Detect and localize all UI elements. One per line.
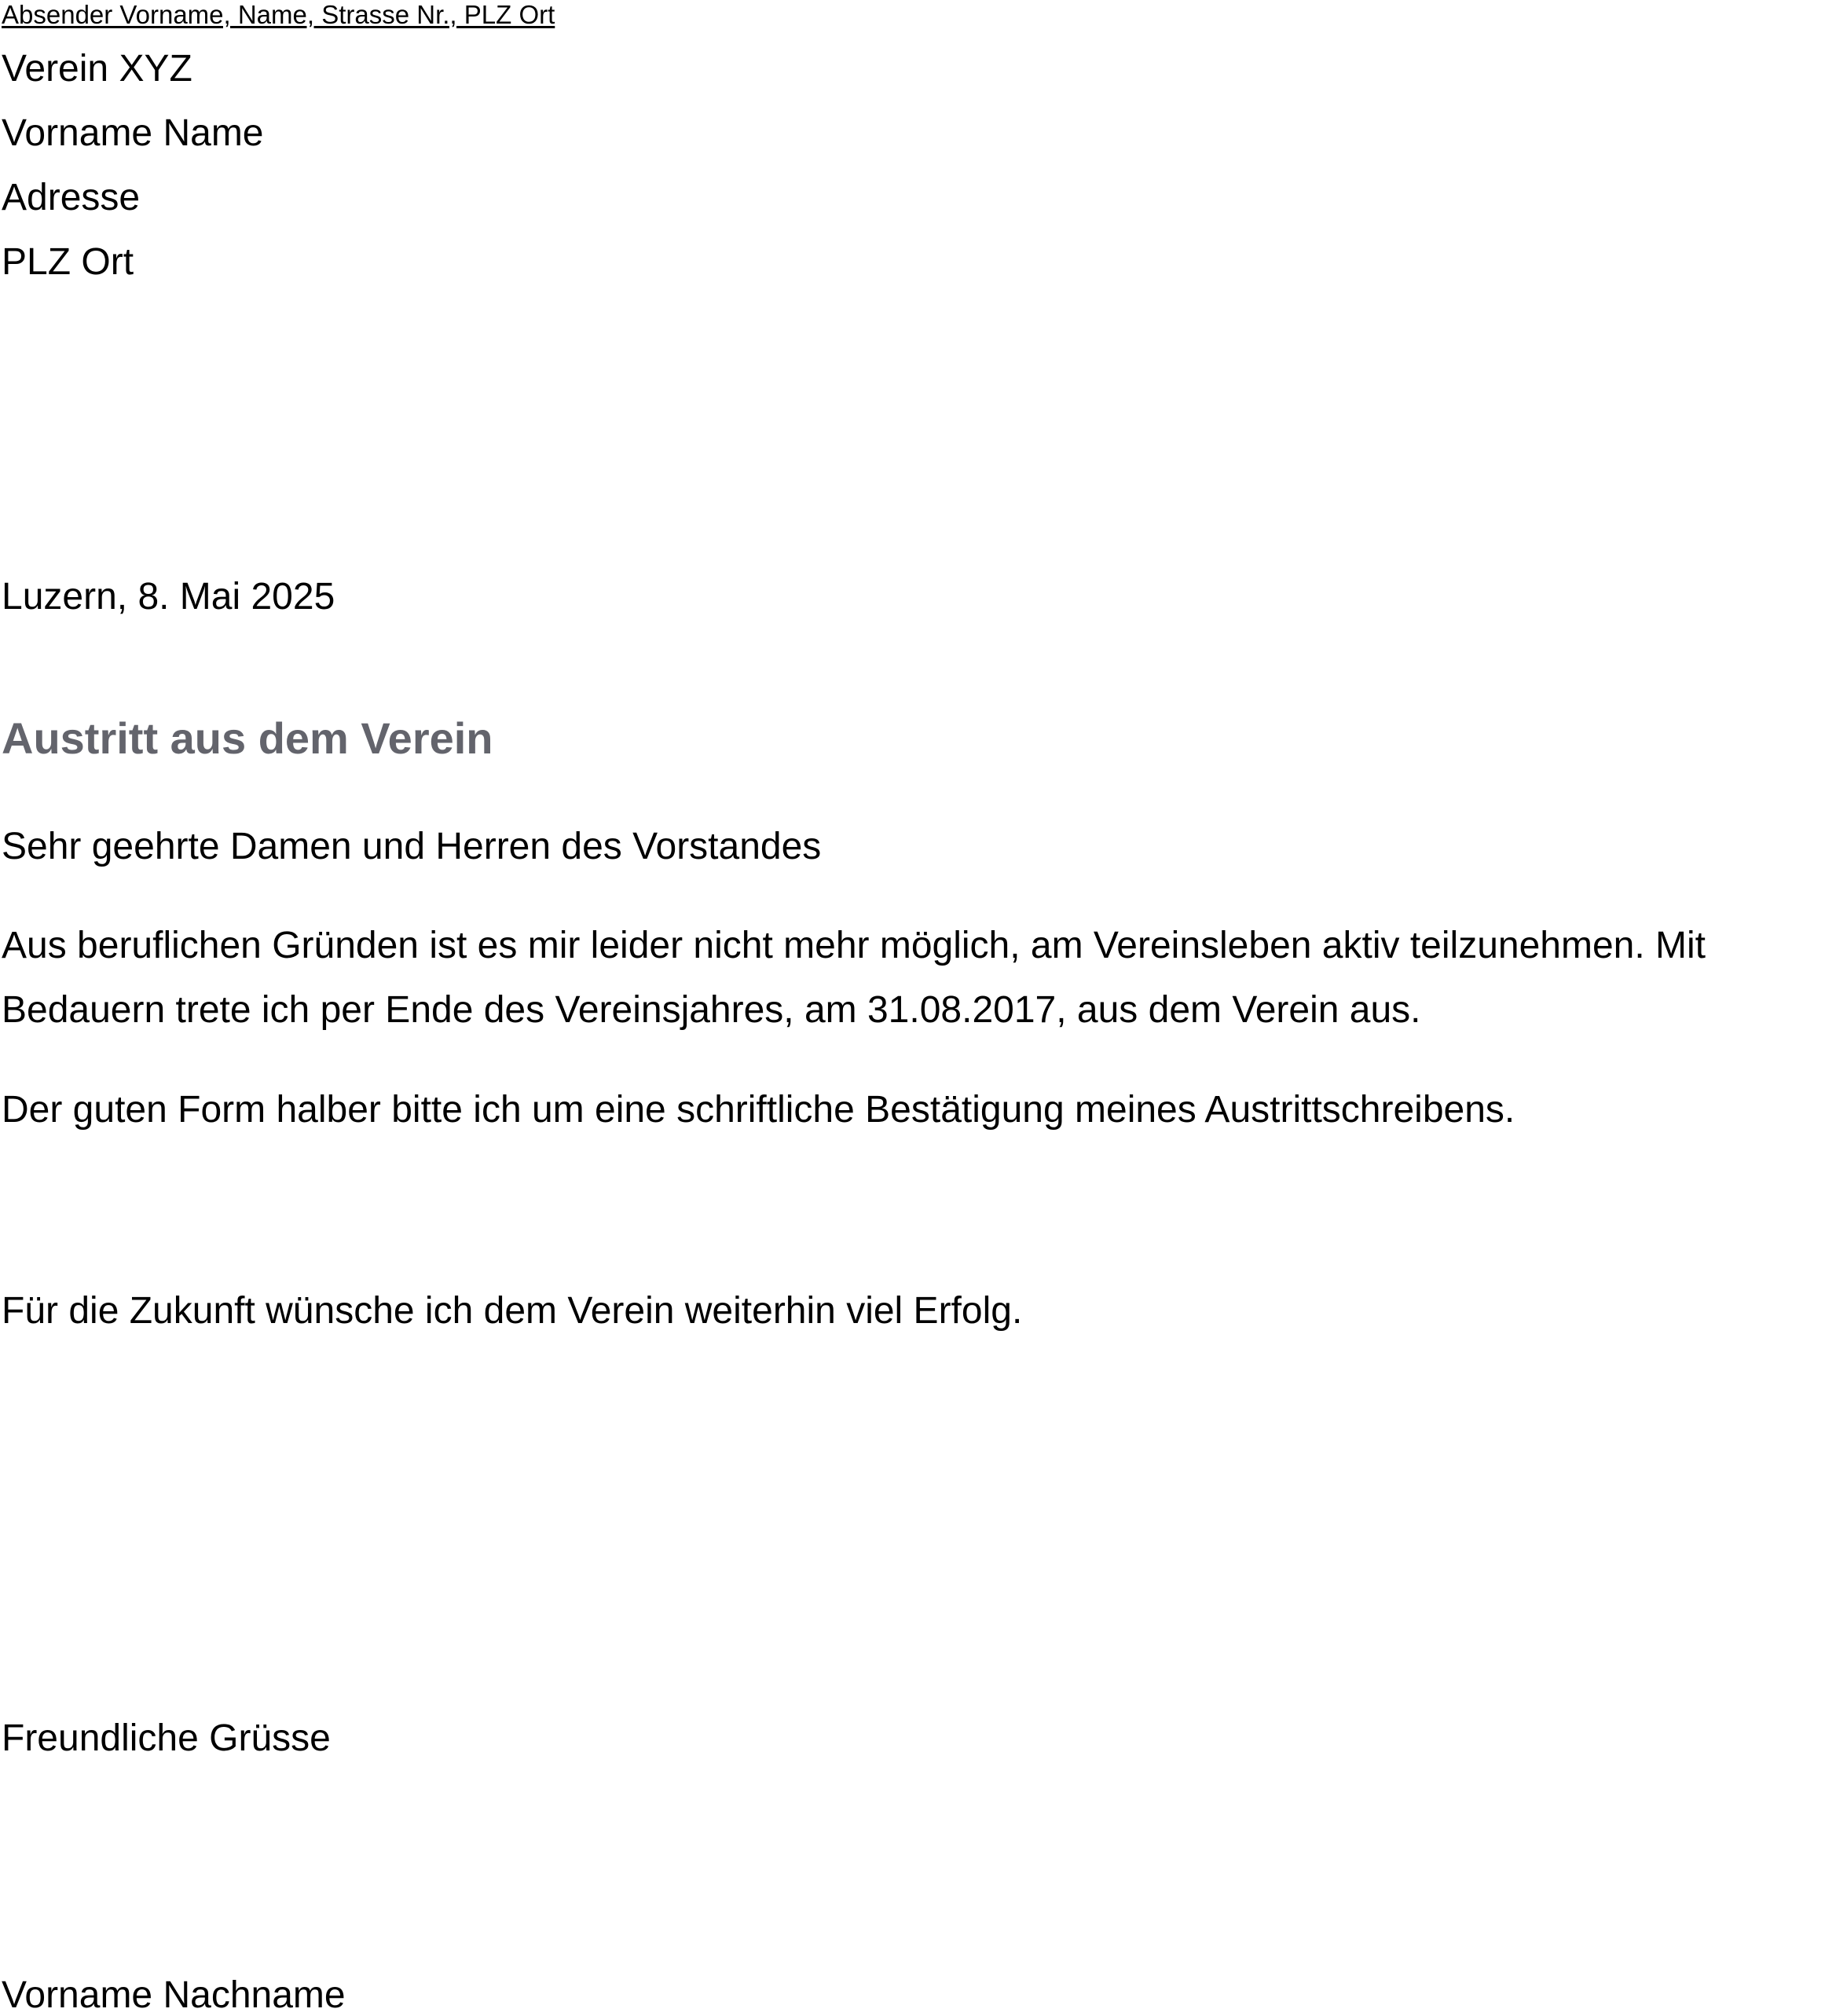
paragraph-reason-line-2: Bedauern trete ich per Ende des Vereinsjahres, am 31.08.2017, aus dem Verein aus.: [2, 989, 1421, 1031]
signature-name: Vorname Nachname: [2, 1974, 346, 2016]
paragraph-well-wishes: Für die Zukunft wünsche ich dem Verein weiterhin viel Erfolg.: [2, 1290, 1023, 1332]
salutation: Sehr geehrte Damen und Herren des Vorstandes: [2, 826, 822, 867]
closing-greeting: Freundliche Grüsse: [2, 1717, 331, 1759]
recipient-address: Adresse: [2, 177, 141, 218]
recipient-name: Vorname Name: [2, 112, 264, 154]
recipient-organization: Verein XYZ: [2, 48, 192, 90]
paragraph-reason-line-1: Aus beruflichen Gründen ist es mir leider nicht mehr möglich, am Vereinsleben aktiv teilzunehmen. Mit: [2, 925, 1706, 966]
recipient-city: PLZ Ort: [2, 241, 134, 283]
sender-return-address: Absender Vorname, Name, Strasse Nr., PLZ Ort: [2, 0, 555, 29]
paragraph-confirmation-request: Der guten Form halber bitte ich um eine schriftliche Bestätigung meines Austrittschreibens.: [2, 1089, 1515, 1131]
letter-subject: Austritt aus dem Verein: [2, 713, 493, 763]
date-line: Luzern, 8. Mai 2025: [2, 576, 335, 618]
